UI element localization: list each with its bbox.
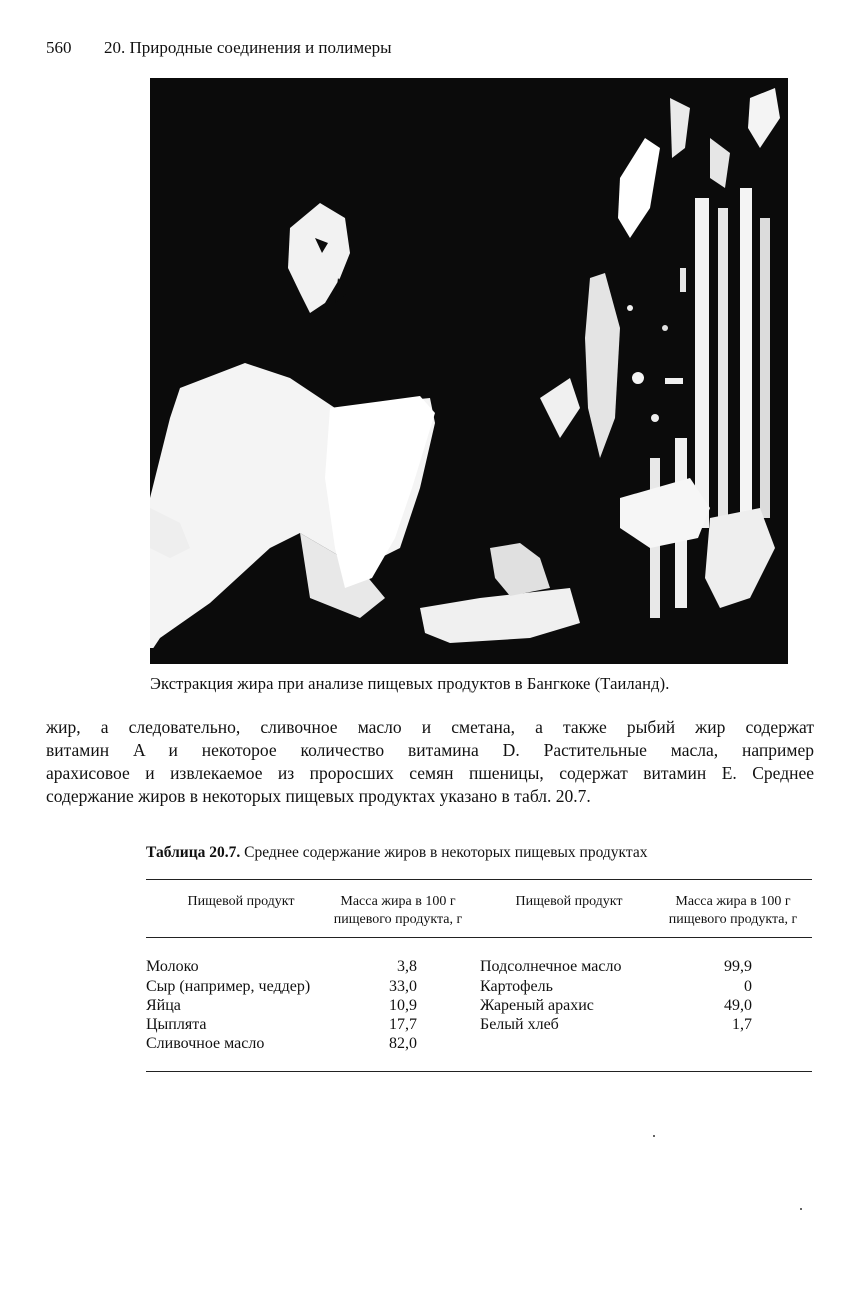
table-label: Таблица 20.7. bbox=[146, 844, 241, 861]
table-row-fat: 33,0 bbox=[389, 978, 417, 995]
body-line: витамин A и некоторое количество витамина D. Растительные масла, например bbox=[46, 740, 814, 760]
figure-caption: Экстракция жира при анализе пищевых продуктов в Бангкоке (Таиланд). bbox=[150, 674, 670, 693]
table-row-product: Жареный арахис bbox=[480, 997, 594, 1014]
figure-photo bbox=[150, 78, 788, 664]
photo-illustration bbox=[150, 78, 788, 664]
running-head bbox=[46, 38, 392, 58]
body-line: содержание жиров в некоторых пищевых продуктах указано в табл. 20.7. bbox=[46, 786, 591, 806]
table-header-rule bbox=[146, 937, 812, 938]
table-row-product: Молоко bbox=[146, 958, 199, 975]
table-row-product: Картофель bbox=[480, 978, 553, 995]
table-row-fat: 10,9 bbox=[389, 997, 417, 1014]
header-fat-left: Масса жира в 100 г пищевого продукта, г bbox=[333, 894, 463, 927]
table-bottom-rule bbox=[146, 1071, 812, 1072]
table-row-product: Сыр (например, чеддер) bbox=[146, 978, 311, 995]
table-row-product: Подсолнечное масло bbox=[480, 958, 622, 975]
table-row-fat: 1,7 bbox=[732, 1016, 752, 1033]
table-title bbox=[146, 844, 647, 862]
header-product-right: Пищевой продукт bbox=[515, 894, 623, 909]
table-top-rule bbox=[146, 879, 812, 880]
page-number: 560 bbox=[46, 38, 72, 57]
table-row-fat: 49,0 bbox=[724, 997, 752, 1014]
table-caption: Среднее содержание жиров в некоторых пищевых продуктах bbox=[244, 844, 648, 861]
body-line: арахисовое и извлекаемое из проросших семян пшеницы, содержат витамин E. Среднее bbox=[46, 763, 814, 783]
scan-speck bbox=[800, 1208, 802, 1210]
table-row-product: Белый хлеб bbox=[480, 1016, 559, 1033]
body-line: жир, а следовательно, сливочное масло и сметана, а также рыбий жир содержат bbox=[46, 717, 814, 737]
table-row-product: Яйца bbox=[146, 997, 181, 1014]
table-row-fat: 82,0 bbox=[389, 1035, 417, 1052]
table-row-product: Сливочное масло bbox=[146, 1035, 265, 1052]
header-product-left: Пищевой продукт bbox=[187, 894, 295, 909]
table-row-fat: 3,8 bbox=[397, 958, 417, 975]
body-paragraph bbox=[46, 716, 814, 808]
header-fat-right: Масса жира в 100 г пищевого продукта, г bbox=[668, 894, 798, 927]
table-row-fat: 0 bbox=[744, 978, 752, 995]
table-row-product: Цыплята bbox=[146, 1016, 207, 1033]
table-row-fat: 99,9 bbox=[724, 958, 752, 975]
scan-speck bbox=[653, 1135, 655, 1137]
chapter-title: 20. Природные соединения и полимеры bbox=[104, 38, 392, 57]
table-row-fat: 17,7 bbox=[389, 1016, 417, 1033]
